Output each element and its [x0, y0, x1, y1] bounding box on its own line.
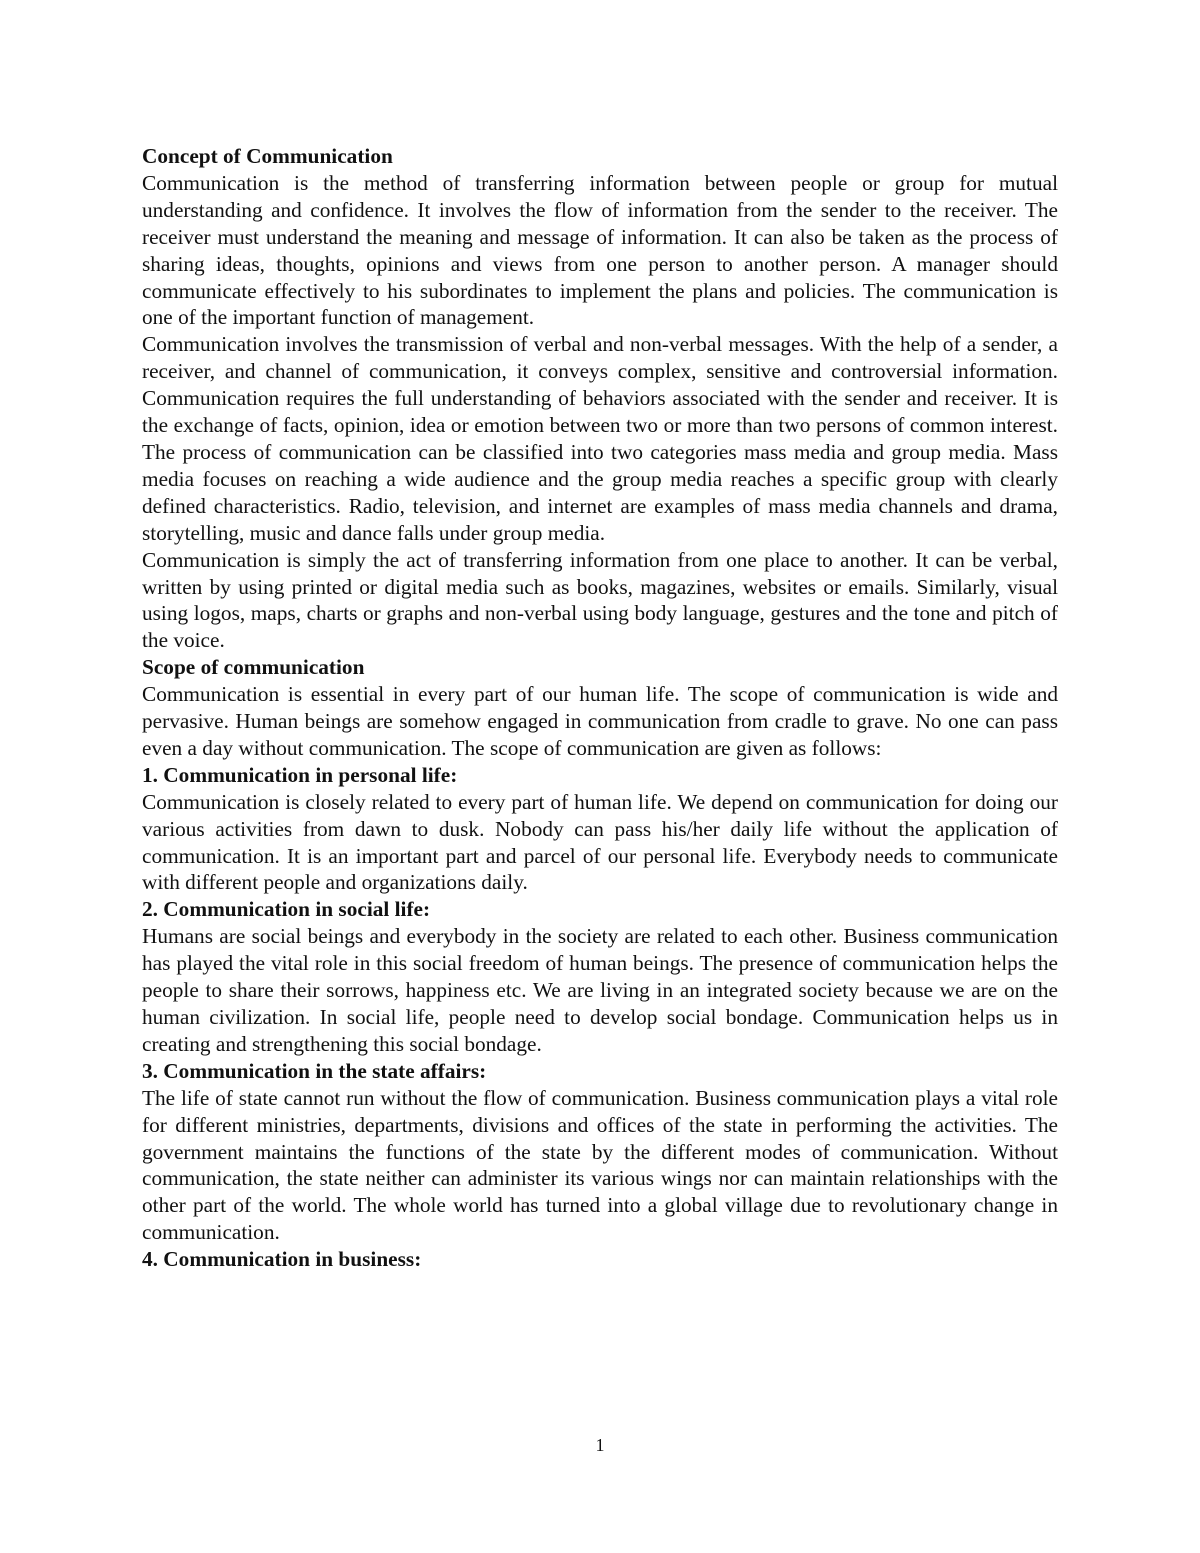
concept-paragraph: Communication is simply the act of transferring information from one place to another. It can be verbal, written by using printed or digital media such as books, magazines, websites or emails. Similarly, visual using logos, maps, charts or graphs and non-verbal using body language, gestures and the tone and pitch of the voice.	[142, 547, 1058, 653]
scope-heading: Scope of communication	[142, 655, 365, 680]
scope-intro: Communication is essential in every part of our human life. The scope of communication is wide and pervasive. Human beings are somehow engaged in communication from cradle to grave. No one can pass even a day without communication. The scope of communication are given as follows:	[142, 682, 1058, 760]
section-heading-personal-life: 1. Communication in personal life:	[142, 762, 458, 787]
section-body-personal-life: Communication is closely related to every part of human life. We depend on communication for doing our various activities from dawn to dusk. Nobody can pass his/her daily life without the application of communication. It is an important part and parcel of our personal life. Everybody needs to communicate with different people and organizations daily.	[142, 789, 1058, 895]
section-body-social-life: Humans are social beings and everybody in the society are related to each other. Business communication has played the vital role in this social freedom of human beings. The presence of communication helps the people to share their sorrows, happiness etc. We are living in an integrated society because we are on the human civilization. In social life, people need to develop social bondage. Communication helps us in creating and strengthening this social bondage.	[142, 924, 1058, 1056]
page-number: 1	[595, 1435, 605, 1455]
section-heading-business: 4. Communication in business:	[142, 1247, 422, 1272]
document-body	[142, 143, 1058, 1273]
section-heading-state-affairs: 3. Communication in the state affairs:	[142, 1058, 487, 1083]
section-body-state-affairs: The life of state cannot run without the flow of communication. Business communication plays a vital role for different ministries, departments, divisions and offices of the state in performing the activities. The government maintains the functions of the state by the different modes of communication. Without communication, the state neither can administer its various wings nor can maintain relationships with the other part of the world. The whole world has turned into a global village due to revolutionary change in communication.	[142, 1085, 1058, 1245]
document-title: Concept of Communication	[142, 144, 393, 168]
concept-paragraph: Communication is the method of transferring information between people or group for mutual understanding and confidence. It involves the flow of information from the sender to the receiver. The receiver must understand the meaning and message of information. It can also be taken as the process of sharing ideas, thoughts, opinions and views from one person to another person. A manager should communicate effectively to his subordinates to implement the plans and policies. The communication is one of the important function of management.	[142, 170, 1058, 330]
concept-paragraph: Communication involves the transmission of verbal and non-verbal messages. With the help of a sender, a receiver, and channel of communication, it conveys complex, sensitive and controversial information. Communication requires the full understanding of behaviors associated with the sender and receiver. It is the exchange of facts, opinion, idea or emotion between two or more than two persons of common interest. The process of communication can be classified into two categories mass media and group media. Mass media focuses on reaching a wide audience and the group media reaches a specific group with clearly defined characteristics. Radio, television, and internet are examples of mass media channels and drama, storytelling, music and dance falls under group media.	[142, 332, 1058, 545]
section-heading-social-life: 2. Communication in social life:	[142, 897, 431, 922]
